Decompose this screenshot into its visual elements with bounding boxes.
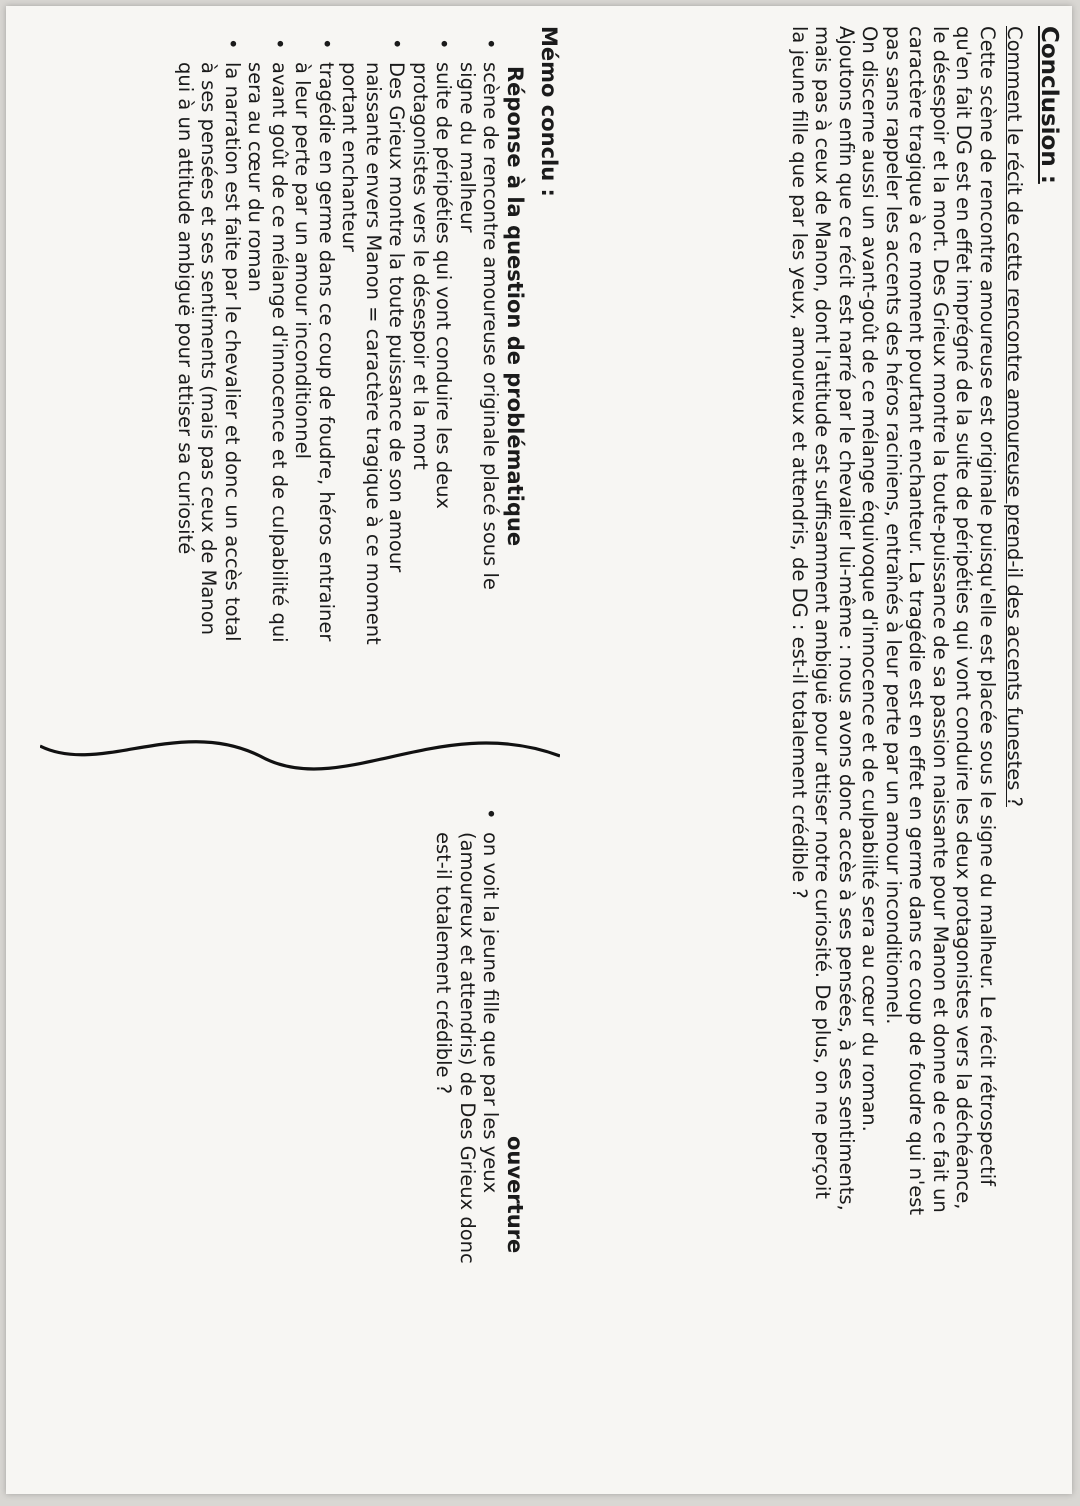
item-line: Des Grieux montre la toute puissance de son amour	[385, 62, 409, 573]
item-line: tragédie en germe dans ce coup de foudre, héros entrainer	[315, 62, 338, 642]
item-line: la narration est faite par le chevalier et donc un accès total	[221, 62, 244, 642]
item-line: on voit la jeune fille que par les yeux	[479, 832, 503, 1194]
paragraph-line: le désespoir et la mort. Des Grieux montre la toute-puissance de sa passion naissante pour Manon et donne de ce fait un	[929, 26, 952, 1213]
list-item	[174, 36, 245, 696]
answer-column	[174, 36, 527, 696]
item-line: protagonistes vers le désespoir et la mort	[409, 62, 432, 470]
list-item	[338, 36, 409, 696]
memo-title: Mémo conclu :	[537, 26, 561, 197]
item-line: à leur perte par un amour inconditionnel	[291, 62, 315, 459]
paragraph-line: la jeune fille que par les yeux, amoureux et attendris, de DG : est-il totalement crédible ?	[788, 26, 811, 899]
bullet-icon: •	[385, 38, 409, 50]
ouverture-title: ouverture	[503, 1136, 527, 1254]
item-line: suite de péripéties qui vont conduire les deux	[432, 62, 456, 509]
paragraph-line: mais pas à ceux de Manon, dont l'attitude est suffisamment ambiguë pour attiser notre curiosité. De plus, on ne perçoit	[811, 26, 835, 1199]
list-item	[409, 36, 456, 696]
answer-title: Réponse à la question de problématique	[503, 66, 527, 547]
paragraph-line: On discerne aussi un avant-goût de ce mélange équivoque d'innocence et de culpabilité sera au cœur du roman.	[858, 26, 882, 1132]
rotated-page-content	[10, 26, 1070, 1486]
item-line: portant enchanteur	[338, 62, 362, 252]
item-line: (amoureux et attendris) de Des Grieux donc	[456, 832, 479, 1264]
answer-list	[174, 36, 503, 696]
bullet-icon: •	[479, 808, 503, 820]
memo-section	[40, 26, 560, 1486]
item-line: avant goût de ce mélange d'innocence et de culpabilité qui	[268, 62, 291, 643]
item-line: qui à un attitude ambiguë pour attiser sa curiosité	[174, 62, 197, 555]
wavy-divider	[40, 706, 560, 806]
problem-question: Comment le récit de cette rencontre amoureuse prend-il des accents funestes ?	[1003, 26, 1027, 807]
paragraph-line: Ajoutons enfin que ce récit est narré par le chevalier lui-même : nous avons donc accès à ses pensées, à ses sentiments,	[835, 26, 858, 1211]
list-item	[456, 36, 503, 696]
item-line: à ses pensées et ses sentiments (mais pas ceux de Manon	[197, 62, 221, 636]
paragraph-line: caractère tragique à ce moment pourtant enchanteur. La tragédie est en effet en germe dans ce coup de foudre qui n'est	[905, 26, 929, 1216]
list-item	[291, 36, 338, 696]
list-item	[432, 806, 503, 1366]
bullet-icon: •	[432, 38, 456, 50]
item-line: naissante envers Manon = caractère tragique à ce moment	[362, 62, 385, 645]
item-line: sera au cœur du roman	[244, 62, 268, 292]
conclusion-heading: Conclusion :	[1036, 26, 1062, 184]
bullet-icon: •	[268, 38, 291, 50]
ouverture-column	[432, 806, 526, 1366]
paragraph-line: qu'en fait DG est en effet imprégné de la suite de péripéties qui vont conduire les deux protagonistes vers la déchéance,	[952, 26, 976, 1210]
bullet-icon: •	[221, 38, 244, 50]
bullet-icon: •	[479, 38, 503, 50]
list-item	[244, 36, 291, 696]
paper-sheet	[6, 6, 1072, 1494]
item-line: est-il totalement crédible ?	[432, 832, 456, 1095]
ouverture-list	[432, 806, 503, 1366]
paragraph-line: Cette scène de rencontre amoureuse est originale puisqu'elle est placée sous le signe du malheur. Le récit rétrospectif	[976, 26, 999, 1186]
conclusion-paragraph	[788, 26, 1000, 1486]
bullet-icon: •	[315, 38, 338, 50]
item-line: signe du malheur	[456, 62, 479, 233]
item-line: scène de rencontre amoureuse originale placé sous le	[479, 62, 503, 590]
paragraph-line: pas sans rappeler les accents des héros raciniens, entraînés à leur perte par un amour inconditionnel.	[882, 26, 905, 1025]
